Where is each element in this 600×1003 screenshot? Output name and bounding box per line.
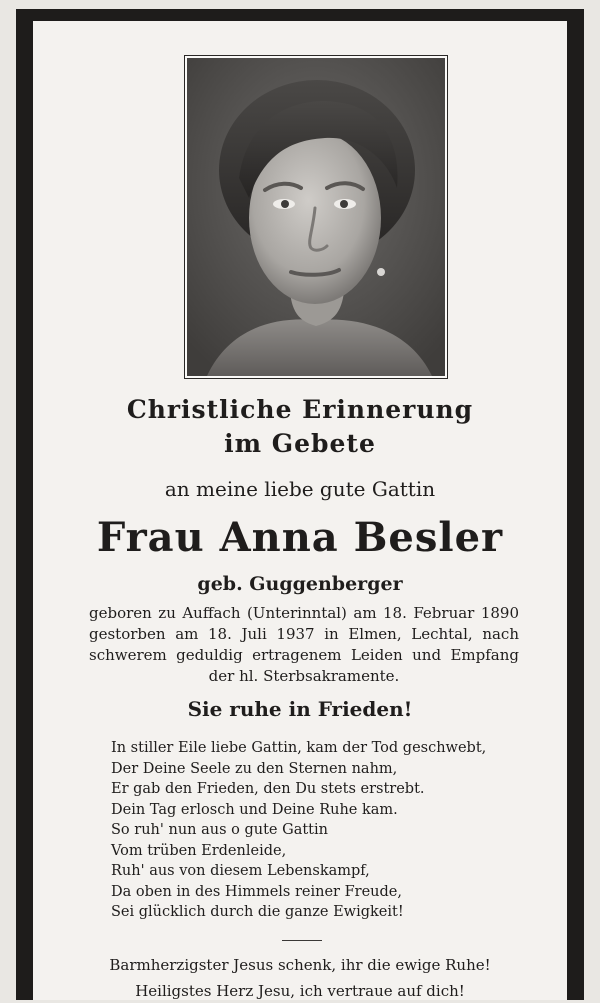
dedication-line: an meine liebe gute Gattin xyxy=(164,477,436,501)
bio-line-1: geboren zu Auffach (Unterinntal) am 18. Februar 1890 xyxy=(89,604,519,622)
poem-line: Dein Tag erlosch und Deine Ruhe kam. xyxy=(111,801,398,818)
title-line-2: im Gebete xyxy=(224,429,376,458)
title-line-1: Christliche Erinnerung xyxy=(126,395,474,424)
rest-in-peace: Sie ruhe in Frieden! xyxy=(187,697,413,721)
birth-name: geb. Guggenberger xyxy=(197,573,403,595)
poem-line: Er gab den Frieden, den Du stets erstrebt. xyxy=(111,781,425,797)
bio-line-4: der hl. Sterbsakramente. xyxy=(208,667,400,685)
bio-line-3: schwerem geduldig ertragenem Leiden und Empfang xyxy=(89,646,519,664)
bio-line-2: gestorben am 18. Juli 1937 in Elmen, Lechtal, nach xyxy=(89,625,519,643)
prayer-line-1: Barmherzigster Jesus schenk, ihr die ewige Ruhe! xyxy=(109,956,491,974)
poem-line: Da oben in des Himmels reiner Freude, xyxy=(111,883,402,900)
memorial-card xyxy=(16,9,584,1000)
memorial-poem xyxy=(111,738,551,923)
poem-line: Vom trüben Erdenleide, xyxy=(111,842,287,859)
poem-line: Ruh' aus von diesem Lebenskampf, xyxy=(111,863,370,879)
portrait-photo xyxy=(185,56,447,378)
divider-rule xyxy=(282,940,322,941)
deceased-name: Frau Anna Besler xyxy=(96,514,504,561)
poem-line: In stiller Eile liebe Gattin, kam der Tod geschwebt, xyxy=(111,740,487,756)
prayer-line-2: Heiligstes Herz Jesu, ich vertraue auf dich! xyxy=(135,982,465,1000)
portrait-image xyxy=(187,58,445,376)
poem-line: So ruh' nun aus o gute Gattin xyxy=(111,822,328,838)
poem-line: Sei glücklich durch die ganze Ewigkeit! xyxy=(111,904,404,920)
poem-line: Der Deine Seele zu den Sternen nahm, xyxy=(111,760,398,777)
